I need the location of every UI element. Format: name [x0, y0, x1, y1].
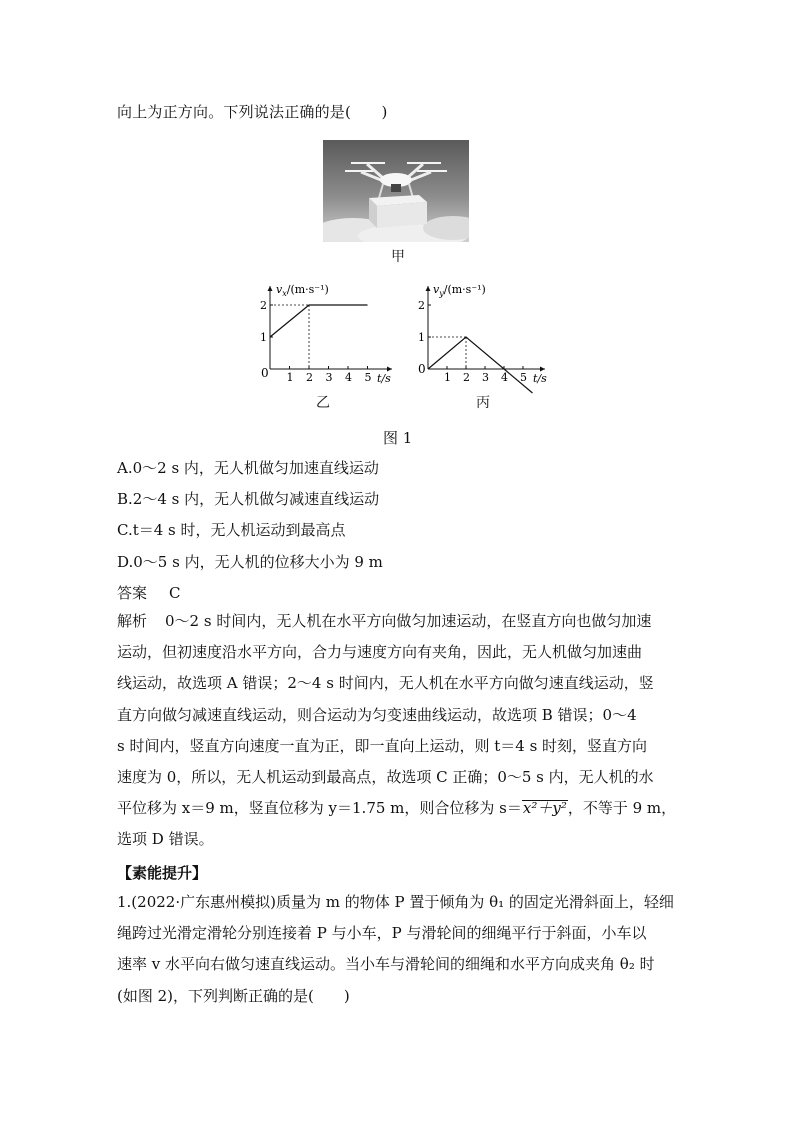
sqrt-expression: x²＋y² [522, 799, 567, 818]
section-title: 【素能提升】 [117, 864, 208, 882]
analysis-line-6: 速度为 0，所以，无人机运动到最高点，故选项 C 正确；0～5 s 内，无人机的水 [117, 768, 654, 787]
analysis-line-1: 解析 0～2 s 时间内，无人机在水平方向做匀加速运动，在竖直方向也做匀加速 [117, 612, 652, 630]
x-tick-label: 3 [325, 371, 333, 384]
origin-label: 0 [261, 366, 269, 380]
analysis-line-5: s 时间内，竖直方向速度一直为正，即一直向上运动，则 t＝4 s 时刻，竖直方向 [117, 736, 648, 755]
y-axis-label: $v_y/(m\cdot s^{-1})$ [433, 283, 486, 298]
series-line [270, 305, 368, 337]
y-axis-label: $v_x/(m\cdot s^{-1})$ [276, 283, 329, 298]
ticks [418, 299, 527, 384]
analysis-line-7: 平位移为 x＝9 m，竖直位移为 y＝1.75 m，则合位移为 s＝x²＋y²，不等于 9 m， [117, 799, 677, 818]
series [428, 337, 533, 393]
y-tick-label: 2 [418, 299, 425, 312]
x-tick-label: 2 [463, 371, 470, 384]
option-d: D.0～5 s 内，无人机的位移大小为 9 m [117, 553, 383, 571]
option-c: C.t＝4 s 时，无人机运动到最高点 [117, 521, 346, 539]
option-b: B.2～4 s 内，无人机做匀减速直线运动 [117, 490, 380, 508]
problem-line-2: 绳跨过光滑定滑轮分别连接着 P 与小车，P 与滑轮间的细绳平行于斜面，小车以 [117, 924, 647, 943]
y-tick-label: 1 [260, 331, 267, 344]
graph-bing-label: 丙 [476, 395, 490, 411]
option-a: A.0～2 s 内，无人机做匀加速直线运动 [117, 459, 379, 477]
graph-bing [411, 280, 557, 395]
question-tail: 向上为正方向。下列说法正确的是( ) [117, 103, 388, 121]
series-line [428, 337, 533, 393]
problem-line-1: 1.(2022·广东惠州模拟)质量为 m 的物体 P 置于倾角为 θ₁ 的固定光滑斜面上，轻细 [117, 893, 674, 911]
y-axis-arrow [268, 286, 273, 291]
y-axis-arrow [426, 286, 431, 291]
analysis-line-3: 线运动，故选项 A 错误；2～4 s 时间内，无人机在水平方向做匀速直线运动，竖 [117, 674, 654, 693]
box-icon [369, 195, 427, 228]
answer-value: C [169, 584, 181, 602]
analysis-line-2: 运动，但初速度沿水平方向，合力与速度方向有夹角，因此，无人机做匀加速曲 [117, 643, 643, 662]
answer-label: 答案 [117, 584, 148, 602]
x-axis-arrow [387, 367, 392, 372]
photo-label: 甲 [391, 249, 405, 265]
analysis [117, 606, 677, 856]
y-tick-label: 2 [260, 299, 267, 312]
series [270, 305, 368, 369]
answer-row [117, 582, 181, 603]
problem-line-3: 速率 v 水平向右做匀速直线运动。当小车与滑轮间的细绳和水平方向成夹角 θ₂ 时 [117, 955, 655, 974]
analysis-line-4: 直方向做匀减速直线运动，则合运动为匀变速曲线运动，故选项 B 错误；0～4 [117, 705, 637, 724]
x-tick-label: 5 [364, 371, 372, 384]
x-tick-label: 2 [306, 371, 313, 384]
analysis-line-8: 选项 D 错误。 [117, 830, 214, 849]
x-axis-arrow [540, 367, 545, 372]
graph-yi-label: 乙 [316, 395, 330, 411]
axes [268, 286, 393, 372]
drone-photo [323, 140, 469, 242]
origin-label: 0 [418, 362, 426, 376]
problem-line-4: (如图 2)，下列判断正确的是( ) [117, 986, 350, 1005]
x-tick-label: 5 [520, 371, 527, 384]
figure-caption: 图 1 [383, 429, 413, 447]
x-tick-label: 1 [444, 371, 451, 384]
x-tick-label: 3 [482, 371, 489, 384]
x-axis-label: t/s [533, 372, 547, 385]
y-tick-label: 1 [418, 331, 425, 344]
x-tick-label: 4 [501, 371, 508, 384]
x-tick-label: 4 [345, 371, 352, 384]
x-tick-label: 1 [286, 371, 294, 384]
x-axis-label: t/s [377, 372, 391, 385]
problem-1 [117, 887, 677, 1012]
ticks [260, 299, 372, 384]
axes [426, 286, 546, 372]
analysis-label: 解析 [117, 612, 148, 630]
graph-yi [252, 280, 398, 390]
